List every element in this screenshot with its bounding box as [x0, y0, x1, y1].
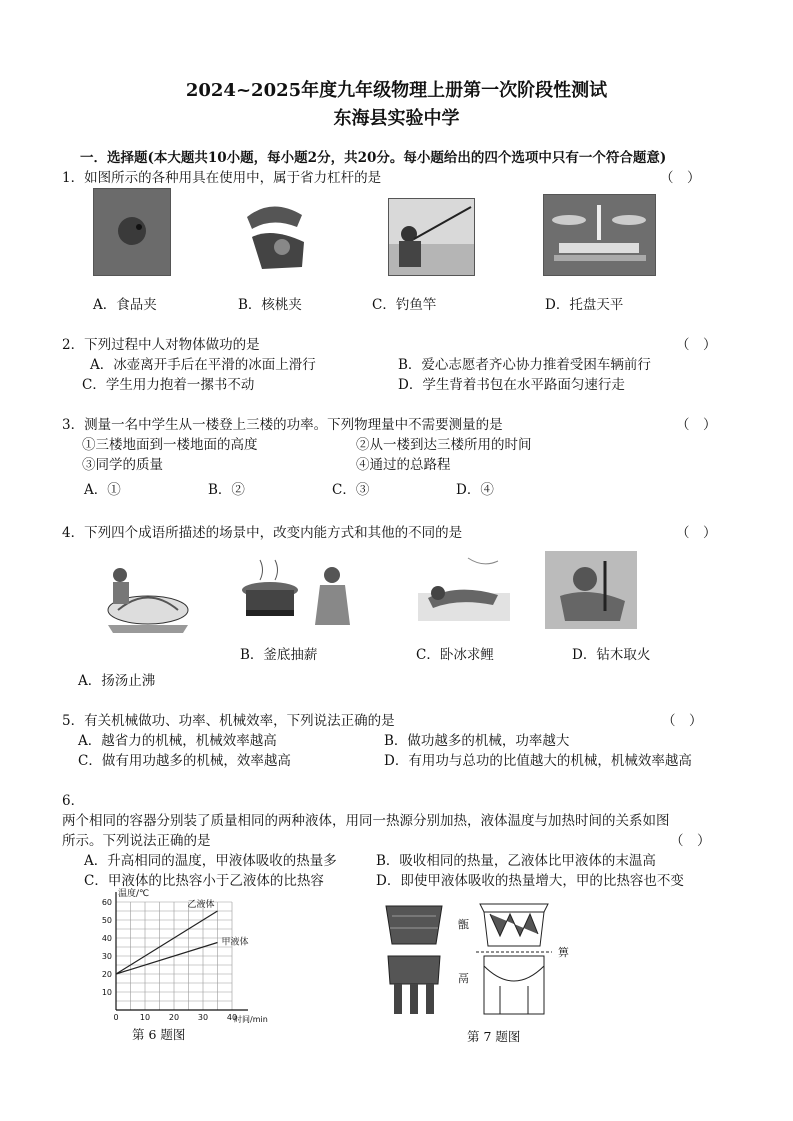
q4-answer-paren: （ ）: [676, 525, 717, 541]
q5-option-c: C．做有用功越多的机械，效率越高: [78, 753, 291, 769]
food-tongs-photo: [93, 188, 171, 276]
q3-item-3: ③同学的质量: [82, 457, 163, 473]
pot-fire-illustration: [240, 555, 360, 627]
q3-item-2: ②从一楼到达三楼所用的时间: [356, 437, 532, 453]
q6-answer-paren: （ ）: [670, 833, 711, 849]
fig7-label-zeng: 甑: [458, 918, 469, 931]
y-axis-label: 温度/℃: [118, 889, 150, 899]
q3-item-1: ①三楼地面到一楼地面的高度: [82, 437, 258, 453]
q3-option-b: B．②: [208, 482, 245, 498]
y-tick-label: 40: [101, 934, 112, 943]
q6-option-a: A．升高相同的温度，甲液体吸收的热量多: [84, 853, 337, 869]
q2-option-d: D．学生背着书包在水平路面匀速行走: [398, 377, 625, 393]
tray-balance-photo: [543, 194, 656, 276]
q4-option-d: D．钻木取火: [572, 647, 651, 663]
q1-answer-paren: （ ）: [660, 170, 701, 186]
q3-option-c: C．③: [332, 482, 370, 498]
q3-option-d: D．④: [456, 482, 494, 498]
y-tick-label: 20: [101, 970, 112, 979]
q2-option-a: A．冰壶离开手后在平滑的冰面上滑行: [90, 357, 316, 373]
q6-option-c: C．甲液体的比热容小于乙液体的比热容: [84, 873, 324, 889]
drilling-wood-illustration: [545, 551, 637, 629]
y-tick-label: 60: [101, 898, 112, 907]
series-label-yi: 乙液体: [187, 900, 215, 910]
y-tick-label: 10: [101, 988, 112, 997]
stirring-soup-illustration: [98, 555, 194, 635]
q3-answer-paren: （ ）: [676, 417, 717, 433]
y-tick-label: 30: [101, 952, 112, 961]
q3-item-4: ④通过的总路程: [356, 457, 451, 473]
q4-option-b: B．釜底抽薪: [240, 647, 318, 663]
q5-option-a: A．越省力的机械，机械效率越高: [78, 733, 277, 749]
section-heading: 一．选择题(本大题共10小题，每小题2分，共20分。每小题给出的四个选项中只有一个符合题意): [80, 150, 667, 166]
q2-option-c: C．学生用力抱着一摞书不动: [82, 377, 255, 393]
q4-option-c: C．卧冰求鲤: [416, 647, 494, 663]
x-tick-label: 30: [197, 1013, 209, 1022]
q5-option-b: B．做功越多的机械，功率越大: [384, 733, 570, 749]
q1-stem: 1．如图所示的各种用具在使用中，属于省力杠杆的是: [62, 170, 382, 186]
school-name: 东海县实验中学: [333, 108, 460, 129]
y-tick-label: 50: [101, 916, 112, 925]
lying-on-ice-illustration: [418, 553, 510, 621]
x-tick-label: 0: [113, 1013, 119, 1022]
q2-answer-paren: （ ）: [676, 337, 717, 353]
q3-option-a: A．①: [84, 482, 121, 498]
q1-option-a: A．食品夹: [93, 297, 157, 313]
q4-stem: 4．下列四个成语所描述的场景中，改变内能方式和其他的不同的是: [62, 525, 463, 541]
x-tick-label: 10: [139, 1013, 151, 1022]
q2-option-b: B．爱心志愿者齐心协力推着受困车辆前行: [398, 357, 651, 373]
fig7-caption: 第 7 题图: [467, 1029, 521, 1044]
q6-option-d: D．即使甲液体吸收的热量增大，甲的比热容也不变: [376, 873, 684, 889]
fig7-label-bi: 箅: [558, 946, 569, 959]
q1-option-d: D．托盘天平: [545, 297, 624, 313]
q6-stem-line2: 所示。下列说法正确的是: [62, 833, 211, 849]
q4-option-a: A．扬汤止沸: [78, 673, 156, 689]
q5-stem: 5．有关机械做功、功率、机械效率，下列说法正确的是: [62, 713, 395, 729]
x-tick-label: 40: [226, 1013, 238, 1022]
q2-stem: 2．下列过程中人对物体做功的是: [62, 337, 260, 353]
q5-option-d: D．有用功与总功的比值越大的机械，机械效率越高: [384, 753, 692, 769]
q1-option-c: C．钓鱼竿: [372, 297, 437, 313]
q3-stem: 3．测量一名中学生从一楼登上三楼的功率。下列物理量中不需要测量的是: [62, 417, 503, 433]
x-tick-label: 20: [168, 1013, 180, 1022]
nutcracker-photo: [242, 197, 312, 271]
x-axis-label: 时间/min: [234, 1015, 268, 1024]
q1-option-b: B．核桃夹: [238, 297, 302, 313]
fig6-caption: 第 6 题图: [132, 1027, 186, 1042]
q6-number: 6．: [62, 793, 85, 809]
fishing-rod-photo: [388, 198, 475, 276]
q5-answer-paren: （ ）: [662, 713, 703, 729]
q6-stem-line1: 两个相同的容器分别装了质量相同的两种液体，用同一热源分别加热，液体温度与加热时间的关系如图: [62, 813, 670, 829]
fig7-label-li: 鬲: [458, 972, 469, 985]
bronze-steamer-illustration: [380, 896, 570, 1022]
exam-title: 2024~2025年度九年级物理上册第一次阶段性测试: [185, 80, 608, 101]
q6-option-b: B．吸收相同的热量，乙液体比甲液体的末温高: [376, 853, 656, 869]
series-line-yi: [116, 911, 218, 974]
series-label-jia: 甲液体: [221, 937, 249, 948]
temperature-time-chart: [88, 888, 278, 1028]
